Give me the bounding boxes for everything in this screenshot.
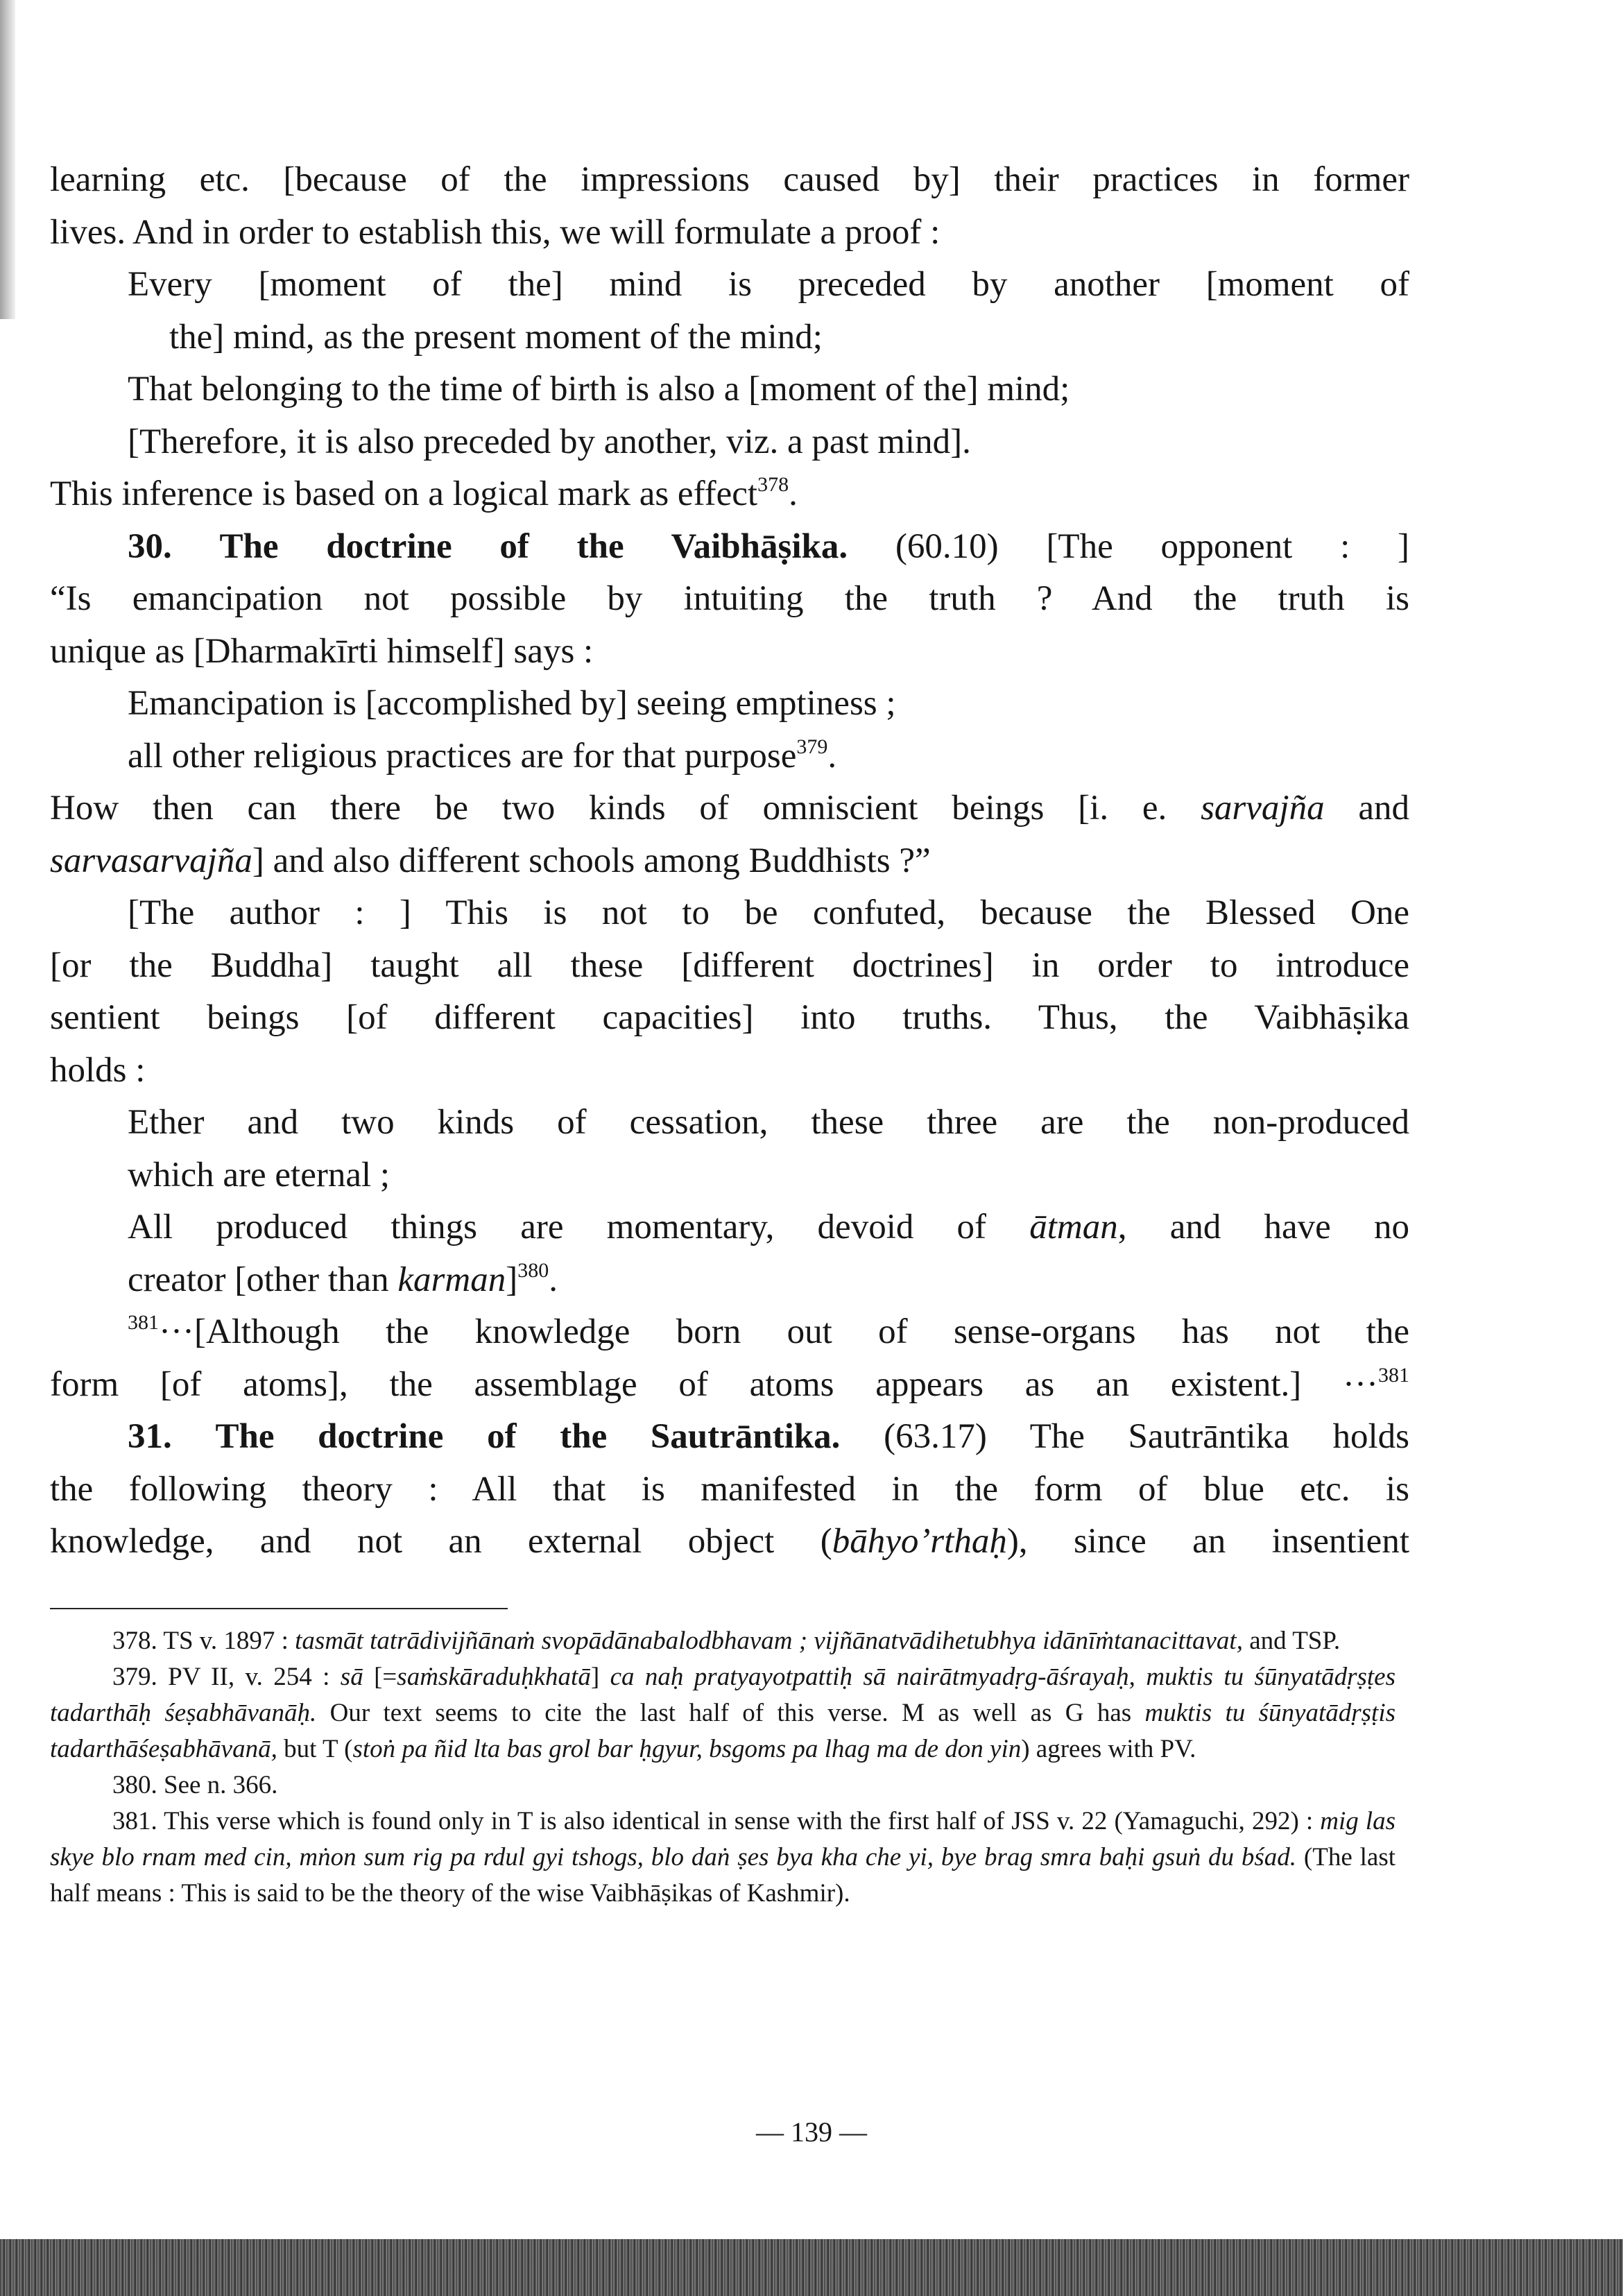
footnote-text: ] (590, 1663, 610, 1691)
text-line (50, 207, 1409, 259)
footnote-number: 380. (112, 1771, 157, 1799)
line-text: . (789, 474, 798, 513)
line-text: Every [moment of the] mind is preceded by another [moment of (128, 265, 1409, 304)
line-text: ), since an insentient (1006, 1522, 1409, 1561)
line-text: [or the Buddha] taught all these [different doctrines] in order to introduce (50, 945, 1409, 985)
section-title: The doctrine of the Vaibhāṣika. (219, 526, 848, 566)
text-line (50, 1516, 1409, 1568)
term-italic: ātman (1029, 1208, 1118, 1246)
line-text: holds : (50, 1050, 146, 1090)
line-text: (63.17) The Sautrāntika holds (884, 1417, 1410, 1456)
line-text: form [of atoms], the assemblage of atoms appears as an existent.] ··· (50, 1364, 1378, 1404)
footnote-378 (50, 1623, 1396, 1659)
text-line (50, 1359, 1409, 1412)
footnote-ref-380[interactable]: 380 (517, 1258, 549, 1282)
footnote-ref-381[interactable]: 381 (128, 1311, 159, 1334)
text-line (50, 887, 1409, 940)
page-number: — 139 — (756, 2116, 867, 2148)
line-text: That belonging to the time of birth is also a [moment of the] mind; (128, 370, 1070, 409)
line-text: ···[Although the knowledge born out of sense-organs has not the (159, 1312, 1409, 1351)
text-line (50, 468, 1409, 521)
line-text: learning etc. [because of the impressions caused by] their practices in former (50, 160, 1409, 199)
text-line (50, 573, 1409, 626)
term-italic: sarvasarvajña (50, 841, 252, 880)
footnote-italic: saṁskāraduḥkhatā (397, 1663, 591, 1691)
line-text: Ether and two kinds of cessation, these three are the non-produced (128, 1103, 1409, 1142)
verse-line (50, 678, 1409, 730)
footnote-381 (50, 1804, 1396, 1912)
line-text: , and have no (1117, 1208, 1409, 1246)
footnote-italic: ca naḥ pratyayotpattiḥ sā nairātmyadṛg-āśrayaḥ, muktis tu śūnyatādṛṣṭes tadarthāḥ śeṣabhāvanāḥ. (50, 1663, 1396, 1727)
line-text: Emancipation is [accomplished by] seeing emptiness ; (128, 684, 896, 723)
scan-bottom-edge (0, 2239, 1623, 2296)
proof-line (50, 311, 1409, 364)
footnote-number: 378. (112, 1627, 157, 1655)
footnote-text: (The last half means : This is said to be the theory of the wise Vaibhāṣikas of Kashmir). (50, 1843, 1396, 1908)
footnotes (50, 1623, 1396, 1912)
section-heading-31 (50, 1411, 1409, 1464)
line-text: lives. And in order to establish this, we will formulate a proof : (50, 212, 941, 252)
text-line (50, 626, 1409, 678)
footnote-text: and TSP. (1242, 1627, 1341, 1655)
line-text: ] and also different schools among Buddhists ?” (252, 841, 931, 880)
verse-line (50, 1097, 1409, 1149)
text-line (50, 782, 1409, 835)
line-text: all other religious practices are for that purpose (128, 736, 797, 776)
footnote-text: ) agrees with PV. (1021, 1735, 1196, 1763)
line-text: [The author : ] This is not to be confuted, because the Blessed One (128, 893, 1409, 932)
proof-line (50, 259, 1409, 311)
footnote-text: Our text seems to cite the last half of this verse. M as well as G has (316, 1699, 1145, 1727)
footnote-italic: muktis tu śūnyatādṛṣṭis tadarthāśeṣabhāvanā, (50, 1699, 1396, 1763)
line-text: sentient beings [of different capacities] into truths. Thus, the Vaibhāṣika (50, 998, 1409, 1037)
section-title: The doctrine of the Sautrāntika. (215, 1417, 841, 1456)
section-number: 30. (128, 526, 172, 566)
verse-line (50, 1254, 1409, 1307)
footnote-italic: tasmāt tatrādivijñānaṁ svopādānabalodbhavam ; vijñānatvādihetubhya idānīṁtanacittavat, (295, 1627, 1243, 1655)
text-line (50, 1306, 1409, 1359)
term-italic: karman (397, 1260, 506, 1299)
footnote-ref-381[interactable]: 381 (1378, 1363, 1409, 1387)
section-number: 31. (128, 1417, 172, 1456)
line-text: knowledge, and not an external object ( (50, 1522, 832, 1561)
footnote-text: but T ( (277, 1735, 353, 1763)
line-text: (60.10) [The opponent : ] (895, 526, 1410, 566)
line-text: ] (506, 1260, 518, 1299)
footnote-number: 381. (112, 1807, 157, 1835)
line-text: [Therefore, it is also preceded by another, viz. a past mind]. (128, 422, 971, 461)
line-text: the] mind, as the present moment of the mind; (169, 317, 823, 357)
footnote-text: [= (363, 1663, 397, 1691)
text-line (50, 1045, 1409, 1097)
line-text: the following theory : All that is manifested in the form of blue etc. is (50, 1469, 1409, 1509)
scan-edge-shadow (0, 0, 15, 319)
term-italic: bāhyo’rthaḥ (832, 1522, 1007, 1561)
footnote-divider (50, 1608, 508, 1609)
footnote-380 (50, 1767, 1396, 1804)
footnote-ref-378[interactable]: 378 (757, 473, 789, 496)
footnote-text: This verse which is found only in T is also identical in sense with the first half of JSS v. 22 (Yamaguchi, 292) : (164, 1807, 1321, 1835)
footnote-text: PV II, v. 254 : (168, 1663, 341, 1691)
text-line (50, 940, 1409, 993)
text-line (50, 154, 1409, 207)
footnote-italic: sā (340, 1663, 363, 1691)
line-text: which are eternal ; (128, 1155, 390, 1194)
footnote-text: See n. 366. (164, 1771, 278, 1799)
line-text: creator [other than (128, 1260, 398, 1299)
verse-line (50, 730, 1409, 783)
text-line (50, 835, 1409, 888)
main-text (50, 154, 1409, 1568)
footnote-text: TS v. 1897 : (163, 1627, 295, 1655)
line-text: and (1324, 789, 1409, 828)
footnote-number: 379. (112, 1663, 157, 1691)
footnote-italic: mig las skye blo rnam med cin, mṅon sum rig pa rdul gyi tshogs, blo daṅ ṣes bya kha che yi, bye brag smra baḥi gsuṅ du bśad. (50, 1807, 1396, 1871)
line-text: “Is emancipation not possible by intuiting the truth ? And the truth is (50, 579, 1409, 618)
text-line (50, 1464, 1409, 1516)
text-line (50, 992, 1409, 1045)
verse-line (50, 1149, 1409, 1202)
footnote-379 (50, 1659, 1396, 1767)
line-text: unique as [Dharmakīrti himself] says : (50, 631, 594, 671)
line-text: . (549, 1260, 558, 1299)
term-italic: sarvajña (1201, 789, 1325, 828)
verse-line (50, 1201, 1409, 1254)
line-text: This inference is based on a logical mark as effect (50, 474, 758, 513)
section-heading-30 (50, 521, 1409, 574)
footnote-ref-379[interactable]: 379 (796, 735, 828, 758)
footnote-italic: stoṅ pa ñid lta bas grol bar ḥgyur, bsgoms pa lhag ma de don yin (352, 1735, 1022, 1763)
line-text: . (827, 736, 837, 776)
proof-line (50, 363, 1409, 416)
line-text: How then can there be two kinds of omniscient beings [i. e. (50, 789, 1201, 828)
line-text: All produced things are momentary, devoid of (128, 1208, 1030, 1246)
proof-line (50, 416, 1409, 469)
